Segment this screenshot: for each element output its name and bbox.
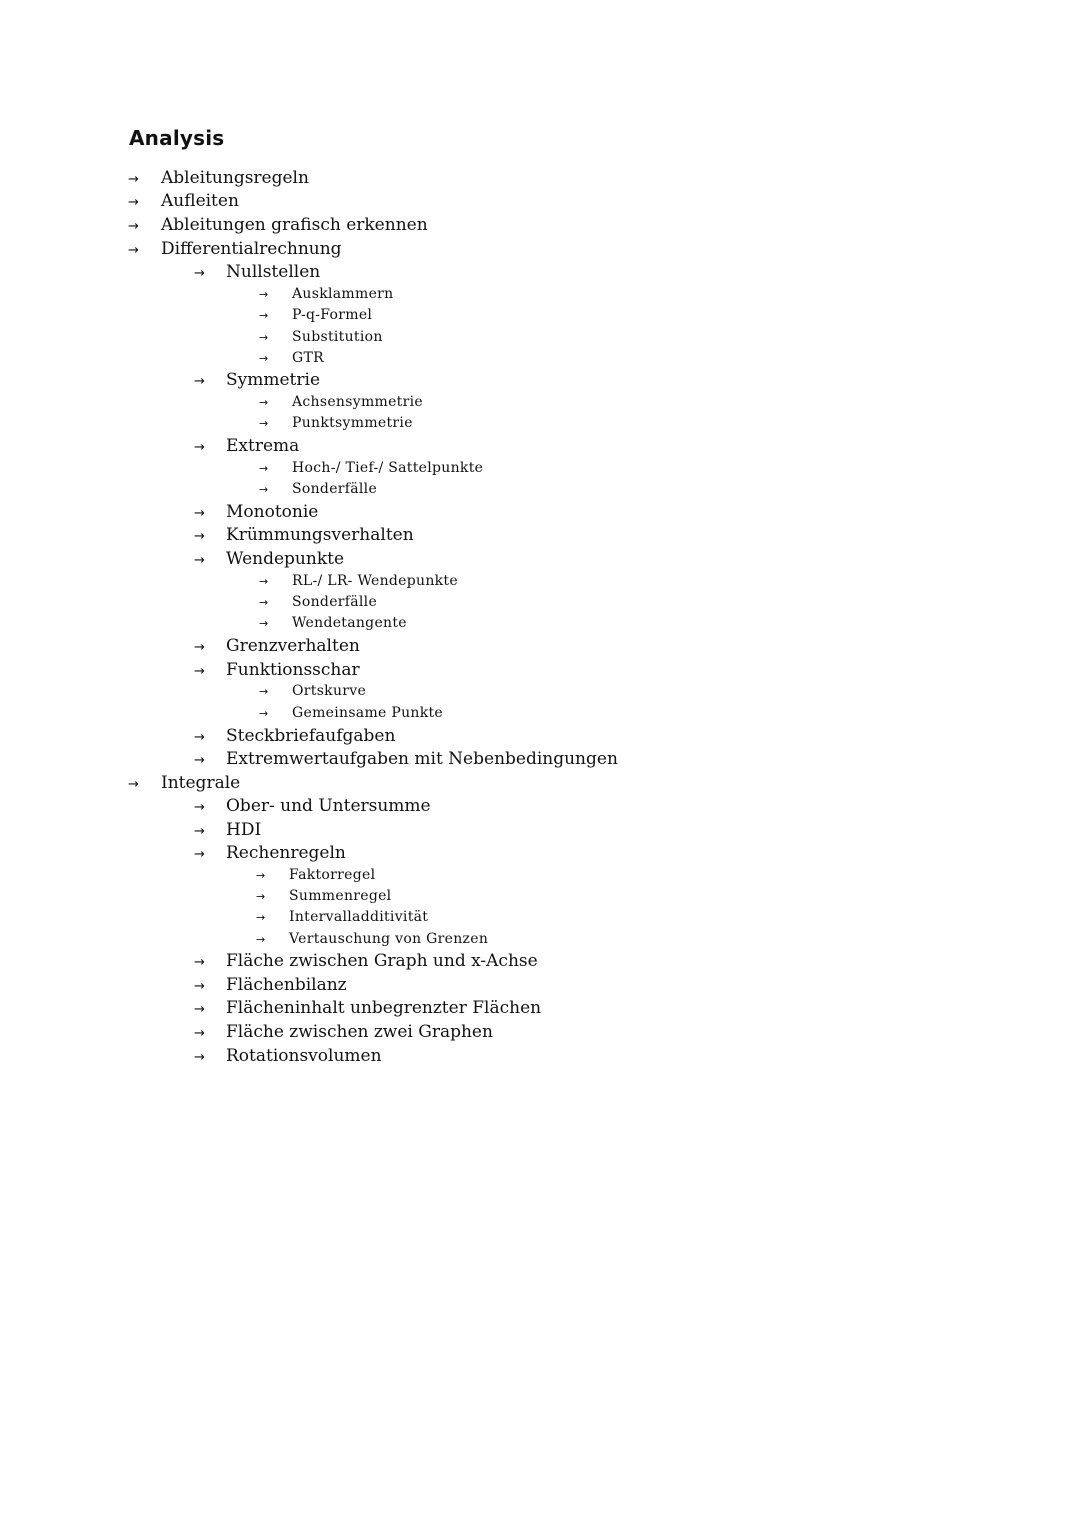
outline-item-level-1 <box>128 167 309 190</box>
right-arrow-icon: → <box>194 664 205 679</box>
right-arrow-icon: → <box>259 309 269 322</box>
outline-item-text: Extremwertaufgaben mit Nebenbedingungen <box>226 749 618 769</box>
outline-item-text: Faktorregel <box>289 867 376 883</box>
outline-item-level-2 <box>194 725 395 748</box>
outline-item-level-2 <box>194 659 360 682</box>
right-arrow-icon: → <box>259 685 269 698</box>
outline-item-level-2 <box>194 261 320 284</box>
outline-item-text: RL-/ LR- Wendepunkte <box>292 573 458 589</box>
right-arrow-icon: → <box>259 396 269 409</box>
right-arrow-icon: → <box>194 753 205 768</box>
outline-item-text: Funktionsschar <box>226 660 360 680</box>
outline-item-level-3 <box>256 865 375 886</box>
outline-item-text: Krümmungsverhalten <box>226 525 414 545</box>
outline-item-text: HDI <box>226 820 262 840</box>
outline-item-level-2 <box>194 1021 493 1044</box>
outline-item-text: Differentialrechnung <box>161 239 342 259</box>
outline-item-level-2 <box>194 950 538 973</box>
right-arrow-icon: → <box>194 847 205 862</box>
outline-item-text: Achsensymmetrie <box>292 394 423 410</box>
right-arrow-icon: → <box>259 288 269 301</box>
right-arrow-icon: → <box>128 777 139 792</box>
right-arrow-icon: → <box>256 911 266 924</box>
outline-item-text: Wendepunkte <box>226 549 345 569</box>
right-arrow-icon: → <box>259 575 269 588</box>
outline-item-level-2 <box>194 748 618 771</box>
outline-item-level-2 <box>194 524 414 547</box>
outline-item-text: Sonderfälle <box>292 594 378 610</box>
outline-item-text: Monotonie <box>226 502 319 522</box>
outline-item-level-2 <box>194 501 318 524</box>
outline-item-text: Punktsymmetrie <box>292 415 413 431</box>
right-arrow-icon: → <box>128 243 139 258</box>
right-arrow-icon: → <box>194 979 205 994</box>
right-arrow-icon: → <box>194 440 205 455</box>
right-arrow-icon: → <box>259 417 269 430</box>
outline-item-text: Intervalladditivität <box>289 909 429 925</box>
outline-item-text: Extrema <box>226 436 300 456</box>
outline-item-level-3 <box>259 571 458 592</box>
right-arrow-icon: → <box>194 1002 205 1017</box>
outline-item-level-3 <box>259 703 443 724</box>
outline-item-level-3 <box>259 479 377 500</box>
right-arrow-icon: → <box>256 890 266 903</box>
outline-item-text: Ableitungsregeln <box>161 168 309 188</box>
outline-item-text: Ausklammern <box>292 286 394 302</box>
right-arrow-icon: → <box>194 553 205 568</box>
outline-item-text: Fläche zwischen Graph und x-Achse <box>226 951 538 971</box>
outline-item-text: Nullstellen <box>226 262 321 282</box>
right-arrow-icon: → <box>194 640 205 655</box>
outline-item-text: Substitution <box>292 329 383 345</box>
outline-item-level-3 <box>259 284 393 305</box>
right-arrow-icon: → <box>259 617 269 630</box>
outline-item-text: Aufleiten <box>161 191 239 211</box>
outline-item-text: Hoch-/ Tief-/ Sattelpunkte <box>292 460 484 476</box>
outline-item-level-2 <box>194 974 347 997</box>
outline-item-level-2 <box>194 997 541 1020</box>
outline-item-level-2 <box>194 548 344 571</box>
outline-item-text: Symmetrie <box>226 370 321 390</box>
outline-item-text: Integrale <box>161 773 241 793</box>
outline-item-level-2 <box>194 795 431 818</box>
outline-item-level-3 <box>259 392 423 413</box>
outline-item-level-3 <box>256 929 488 950</box>
right-arrow-icon: → <box>194 374 205 389</box>
right-arrow-icon: → <box>194 800 205 815</box>
outline-item-level-1 <box>128 190 239 213</box>
right-arrow-icon: → <box>194 506 205 521</box>
outline-item-text: Steckbriefaufgaben <box>226 726 396 746</box>
outline-item-text: Ortskurve <box>292 683 367 699</box>
right-arrow-icon: → <box>259 483 269 496</box>
outline-item-text: Rotationsvolumen <box>226 1046 382 1066</box>
outline-item-level-2 <box>194 635 360 658</box>
right-arrow-icon: → <box>194 730 205 745</box>
right-arrow-icon: → <box>259 707 269 720</box>
right-arrow-icon: → <box>194 266 205 281</box>
outline-item-text: Gemeinsame Punkte <box>292 705 444 721</box>
outline-item-level-1 <box>128 772 240 795</box>
outline-item-level-2 <box>194 1045 382 1068</box>
outline-item-text: P-q-Formel <box>292 307 373 323</box>
outline-item-text: Sonderfälle <box>292 481 378 497</box>
right-arrow-icon: → <box>128 219 139 234</box>
right-arrow-icon: → <box>194 955 205 970</box>
right-arrow-icon: → <box>259 352 269 365</box>
outline-item-level-3 <box>259 613 407 634</box>
outline-item-level-3 <box>259 458 483 479</box>
outline-item-text: Fläche zwischen zwei Graphen <box>226 1022 493 1042</box>
outline-item-text: GTR <box>292 350 324 366</box>
right-arrow-icon: → <box>256 869 266 882</box>
page-title: Analysis <box>129 126 225 150</box>
outline-item-text: Flächenbilanz <box>226 975 347 995</box>
right-arrow-icon: → <box>194 529 205 544</box>
right-arrow-icon: → <box>259 331 269 344</box>
outline-item-level-3 <box>259 305 372 326</box>
outline-item-level-2 <box>194 819 261 842</box>
outline-item-text: Vertauschung von Grenzen <box>289 931 489 947</box>
outline-item-text: Ableitungen grafisch erkennen <box>161 215 428 235</box>
outline-item-level-2 <box>194 842 346 865</box>
right-arrow-icon: → <box>259 462 269 475</box>
outline-item-level-3 <box>259 348 324 369</box>
outline-item-text: Wendetangente <box>292 615 407 631</box>
outline-item-text: Summenregel <box>289 888 392 904</box>
outline-item-text: Grenzverhalten <box>226 636 360 656</box>
right-arrow-icon: → <box>128 195 139 210</box>
outline-item-text: Rechenregeln <box>226 843 346 863</box>
right-arrow-icon: → <box>256 933 266 946</box>
outline-item-level-3 <box>259 327 383 348</box>
right-arrow-icon: → <box>128 172 139 187</box>
right-arrow-icon: → <box>194 1050 205 1065</box>
outline-item-level-3 <box>256 907 428 928</box>
outline-item-text: Flächeninhalt unbegrenzter Flächen <box>226 998 542 1018</box>
right-arrow-icon: → <box>194 1026 205 1041</box>
outline-item-level-2 <box>194 435 299 458</box>
right-arrow-icon: → <box>194 824 205 839</box>
outline-item-text: Ober- und Untersumme <box>226 796 431 816</box>
outline-item-level-3 <box>259 413 413 434</box>
outline-item-level-3 <box>259 592 377 613</box>
outline-item-level-3 <box>256 886 391 907</box>
right-arrow-icon: → <box>259 596 269 609</box>
outline-item-level-2 <box>194 369 320 392</box>
outline-item-level-1 <box>128 214 428 237</box>
outline-item-level-1 <box>128 238 342 261</box>
outline-item-level-3 <box>259 681 366 702</box>
